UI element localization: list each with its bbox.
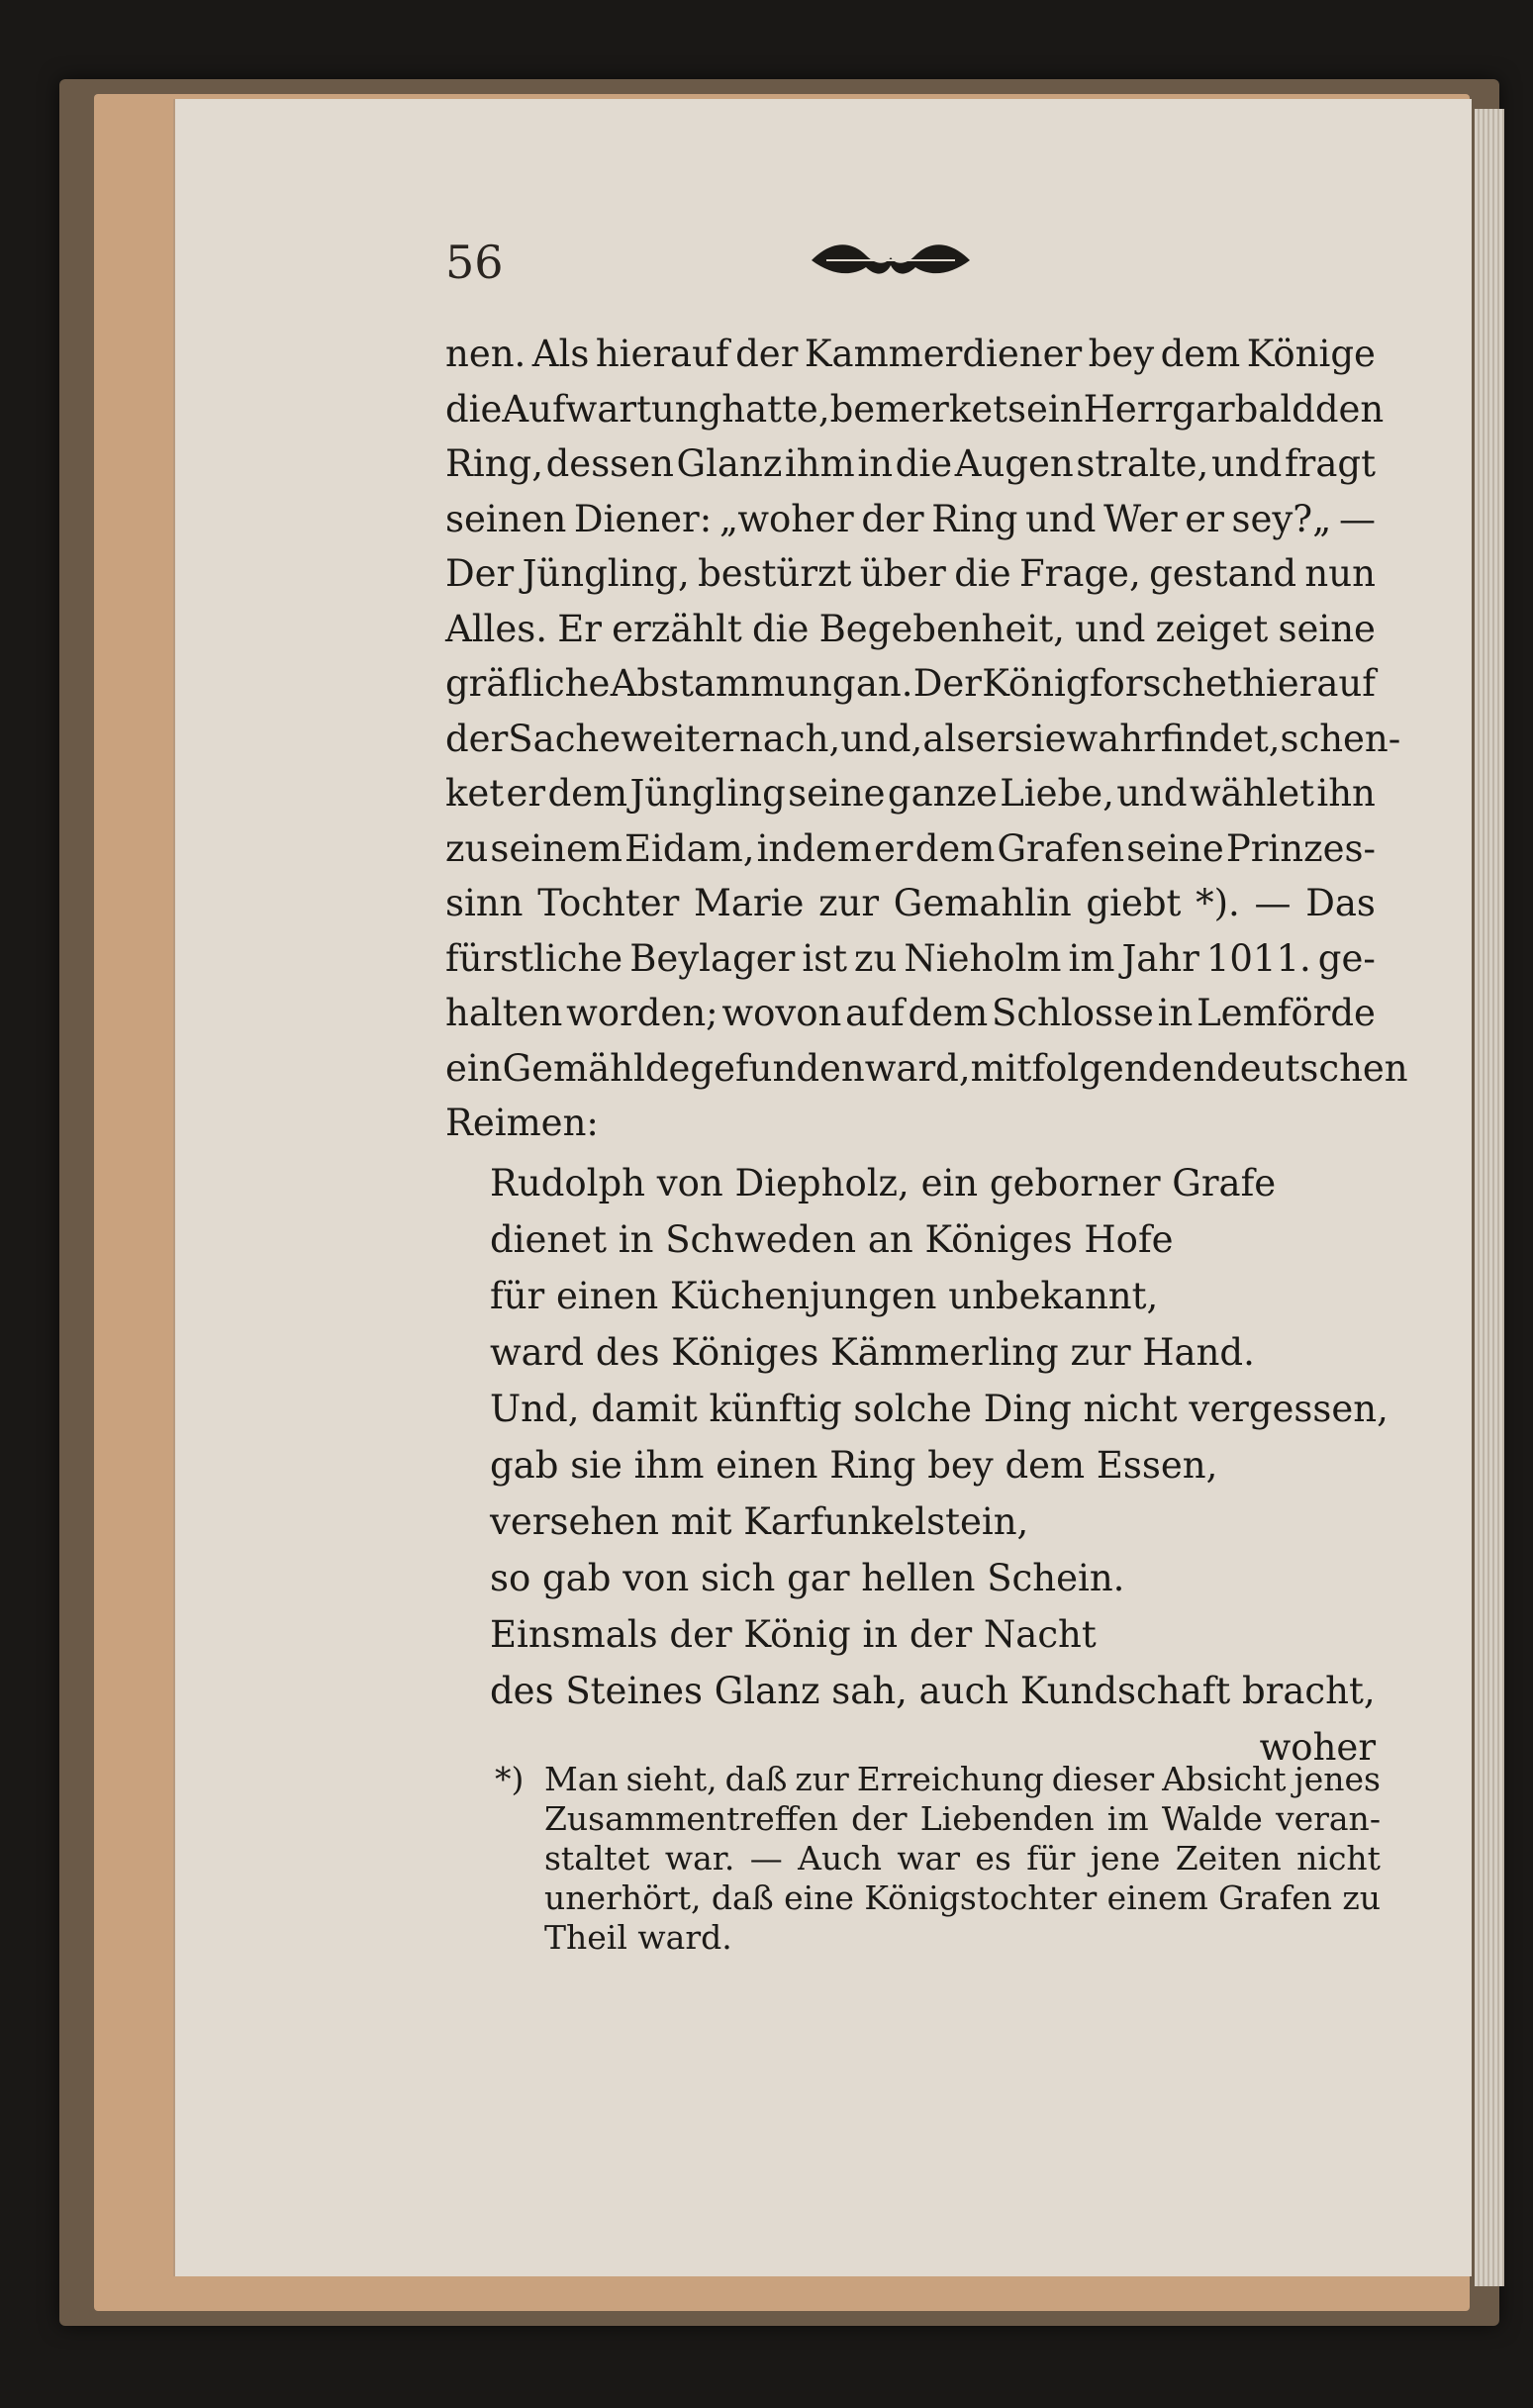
footnote-line: unerhört, daß eine Königstochter einem Grafen zu xyxy=(544,1878,1381,1917)
body-line: Der Jüngling, bestürzt über die Frage, gestand nun xyxy=(445,552,1376,595)
verse-line: so gab von sich gar hellen Schein. xyxy=(490,1557,1125,1599)
verse-line: des Steines Glanz sah, auch Kundschaft bracht, xyxy=(490,1670,1376,1712)
body-line: ket er dem Jüngling seine ganze Liebe, und wählet ihn xyxy=(445,772,1376,815)
verse-line: versehen mit Karfunkelstein, xyxy=(490,1500,1029,1543)
verse-line: gab sie ihm einen Ring bey dem Essen, xyxy=(490,1444,1218,1487)
body-line: Ring, dessen Glanz ihm in die Augen stralte, und fragt xyxy=(445,442,1376,485)
body-line: zu seinem Eidam, indem er dem Grafen seine Prinzes- xyxy=(445,826,1376,870)
verse-block xyxy=(490,1155,1389,1776)
body-line: die Aufwartung hatte, bemerket sein Herr gar bald den xyxy=(445,387,1385,431)
body-text xyxy=(445,327,1408,1151)
body-line: fürstliche Beylager ist zu Nieholm im Jahr 1011. ge- xyxy=(445,936,1376,980)
verse-line: Einsmals der König in der Nacht xyxy=(490,1613,1097,1656)
page-header xyxy=(445,236,1376,295)
verse-line: dienet in Schweden an Königes Hofe xyxy=(490,1218,1174,1261)
footnote-line: staltet war. — Auch war es für jene Zeiten nicht xyxy=(544,1839,1381,1878)
body-line: seinen Diener: „woher der Ring und Wer er sey?„ — xyxy=(445,497,1376,540)
body-line: ein Gemählde gefunden ward, mit folgenden deutschen xyxy=(445,1046,1408,1090)
body-line: der Sache weiter nach, und, als er sie wahr findet, schen- xyxy=(445,717,1401,760)
body-line: sinn Tochter Marie zur Gemahlin giebt *). — Das xyxy=(445,882,1376,924)
footnote-line: Theil ward. xyxy=(544,1918,732,1957)
footnote xyxy=(495,1760,1381,1958)
body-line: gräfliche Abstammung an. Der König forschet hierauf xyxy=(445,662,1376,705)
ornament-vignette-icon xyxy=(807,236,975,285)
page-stack-edge xyxy=(1475,109,1504,2286)
verse-line: für einen Küchenjungen unbekannt, xyxy=(490,1275,1159,1317)
footnote-line: Man sieht, daß zur Erreichung dieser Absicht jenes xyxy=(544,1760,1381,1798)
footnote-line: Zusammentreffen der Liebenden im Walde veran- xyxy=(544,1799,1381,1838)
page-number: 56 xyxy=(445,236,504,289)
body-line: halten worden; wovon auf dem Schlosse in Lemförde xyxy=(445,992,1376,1034)
verse-line: Und, damit künftig solche Ding nicht vergessen, xyxy=(490,1388,1389,1430)
body-line: Reimen: xyxy=(445,1102,599,1144)
verse-line: Rudolph von Diepholz, ein geborner Grafe xyxy=(490,1162,1277,1204)
body-line: Alles. Er erzählt die Begebenheit, und zeiget seine xyxy=(445,607,1376,650)
verse-line: ward des Königes Kämmerling zur Hand. xyxy=(490,1331,1255,1374)
body-line: nen. Als hierauf der Kammerdiener bey dem Könige xyxy=(445,333,1376,375)
catchword: woher xyxy=(1259,1726,1376,1769)
footnote-mark: *) xyxy=(495,1760,525,1798)
